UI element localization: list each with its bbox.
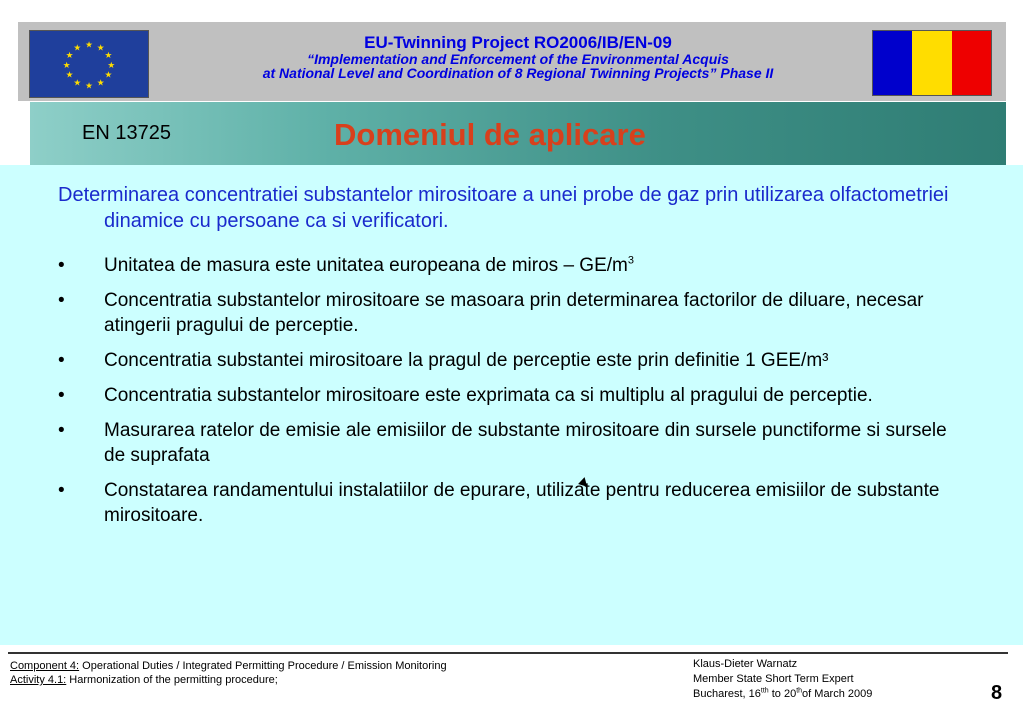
bullet-text: Masurarea ratelor de emisie ale emisiilor de substante mirositoare din sursele punctiforme si sursele de suprafata	[104, 420, 947, 466]
svg-text:★: ★	[85, 40, 93, 51]
date-sup-2: th	[796, 687, 803, 695]
activity-text: Harmonization of the permitting procedure;	[66, 674, 278, 686]
footer-activity-line	[10, 673, 447, 687]
slide-title-bar	[30, 102, 1006, 165]
header-project-code: EU-Twinning Project RO2006/IB/EN-09	[364, 33, 672, 52]
author-name: Klaus-Dieter Warnatz	[693, 658, 798, 670]
bullet-text: Concentratia substantei mirositoare la pragul de perceptie este prin definitie 1 GEE/m³	[104, 350, 829, 371]
component-text: Operational Duties / Integrated Permitting Procedure / Emission Monitoring	[79, 660, 447, 672]
date-prefix: Bucharest, 16	[693, 688, 761, 700]
bullet-icon: •	[58, 350, 65, 371]
bullet-text: Unitatea de masura este unitatea europeana de miros – GE/m	[104, 255, 628, 276]
footer-divider	[8, 652, 1008, 654]
romania-flag-icon	[872, 30, 992, 96]
component-label: Component 4:	[10, 660, 80, 672]
bullet-text: Constatarea randamentului instalatiilor de epurare, utilizate pentru reducerea emisiilor de substante mirositoare.	[104, 480, 940, 526]
ro-flag-blue-stripe	[873, 31, 912, 95]
page-number: 8	[991, 682, 1003, 704]
bullet-item	[58, 288, 958, 338]
project-header	[18, 22, 1006, 101]
intro-paragraph: Determinarea concentratiei substantelor mirositoare a unei probe de gaz prin utilizarea olfactometriei dinamice cu persoane ca si verificatori.	[58, 184, 949, 232]
bullet-icon: •	[58, 290, 65, 311]
bullet-superscript: 3	[627, 254, 634, 267]
svg-text:★: ★	[73, 78, 82, 89]
header-project-title: “Implementation and Enforcement of the Environmental Acquis	[307, 51, 729, 67]
date-suffix: of March 2009	[802, 688, 873, 700]
activity-label: Activity 4.1:	[10, 674, 67, 686]
eu-flag-icon	[29, 30, 149, 98]
bullet-item	[58, 478, 958, 528]
header-text	[168, 34, 868, 81]
bullet-item	[58, 253, 958, 278]
presentation-date	[693, 687, 872, 702]
bullet-item	[58, 418, 958, 468]
svg-text:★: ★	[96, 78, 105, 89]
bullet-item	[58, 383, 958, 408]
date-mid: to 20	[768, 688, 797, 700]
bullet-item	[58, 348, 958, 373]
svg-text:★: ★	[65, 70, 74, 81]
bullet-icon: •	[58, 480, 65, 501]
footer-right	[693, 657, 872, 702]
ro-flag-red-stripe	[952, 31, 991, 95]
eu-stars-icon	[30, 31, 148, 97]
svg-text:★: ★	[96, 43, 105, 54]
svg-text:★: ★	[85, 81, 93, 92]
svg-text:★: ★	[62, 60, 71, 71]
bullet-text: Concentratia substantelor mirositoare se masoara prin determinarea factorilor de diluare, necesar atingerii pragului de perceptie.	[104, 290, 924, 336]
bullet-icon: •	[58, 255, 65, 276]
header-project-subtitle: at National Level and Coordination of 8 Regional Twinning Projects” Phase II	[262, 65, 774, 81]
slide-title: Domeniul de aplicare	[334, 117, 646, 152]
svg-text:★: ★	[104, 70, 113, 81]
ro-flag-yellow-stripe	[912, 31, 951, 95]
slide-content	[0, 165, 1023, 645]
author-role: Member State Short Term Expert	[693, 673, 854, 685]
bullet-text: Concentratia substantelor mirositoare este exprimata ca si multiplu al pragului de perceptie.	[104, 385, 873, 406]
footer-left	[10, 659, 447, 687]
footer-component-line	[10, 659, 447, 673]
bullet-icon: •	[58, 385, 65, 406]
bullet-icon: •	[58, 420, 65, 441]
bullet-list	[58, 253, 958, 538]
svg-text:★: ★	[65, 51, 74, 62]
svg-text:★: ★	[73, 43, 82, 54]
standard-code: EN 13725	[82, 122, 171, 144]
svg-text:★: ★	[107, 60, 116, 71]
svg-text:★: ★	[104, 51, 113, 62]
date-sup-1: tth	[760, 687, 769, 695]
